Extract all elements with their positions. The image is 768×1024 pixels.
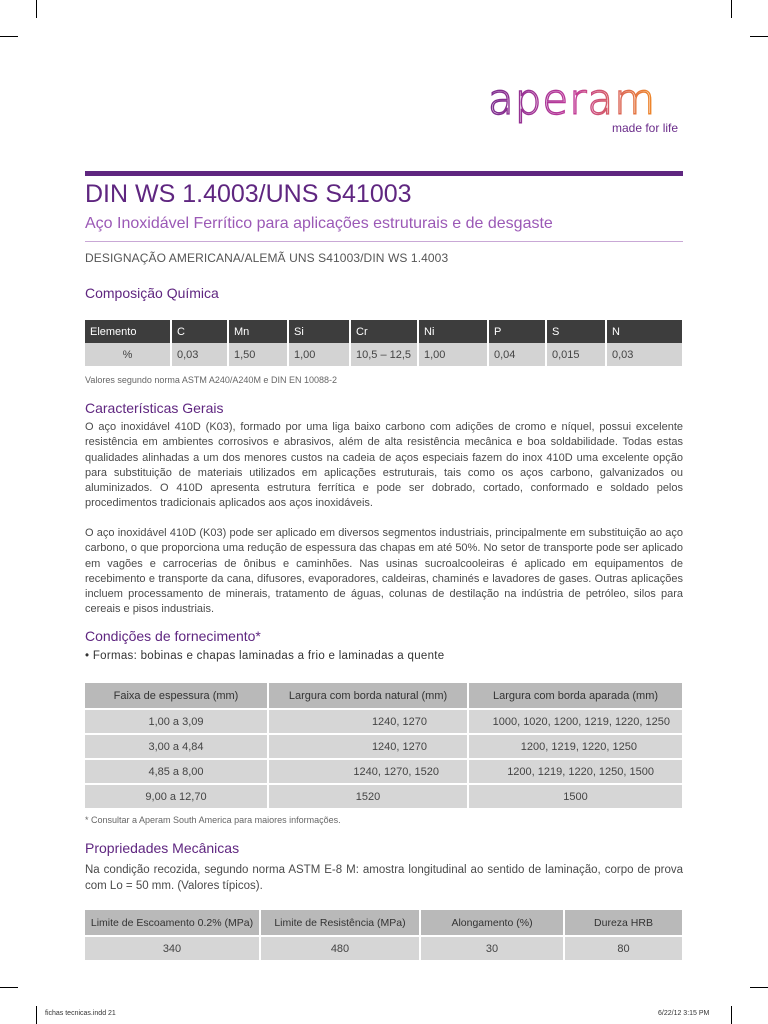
mechanical-table — [85, 910, 684, 960]
composition-note: Valores segundo norma ASTM A240/A240M e DIN EN 10088-2 — [85, 375, 337, 385]
composition-heading: Composição Química — [85, 285, 219, 301]
table-row — [85, 734, 683, 759]
table-cell: 0,04 — [488, 343, 546, 366]
table-header-cell: C — [171, 320, 228, 343]
general-heading: Características Gerais — [85, 400, 224, 416]
table-header-cell: P — [488, 320, 546, 343]
table-header-cell: Cr — [350, 320, 418, 343]
table-row — [85, 759, 683, 784]
general-paragraph-1: O aço inoxidável 410D (K03), formado por uma liga baixo carbono com adições de cromo e níquel, possui excelente resistência em ambientes corrosivos e abrasivos, além de alta resistência mecânica e boa soldabilidade. Todas estas qualidades alinhadas a um dos menores custos na cadeia de aços especiais fazem do inox 410D uma excelente opção para substituição de materiais utilizados em aplicações estruturais, tais como os aços carbono, galvanizados ou aluminizados. O 410D apresenta estrutura ferrítica e pode ser dobrado, cortado, conformado e soldado pelos procedimentos tradicionais aplicados aos aços inoxidáveis. — [85, 421, 683, 510]
page-subtitle: Aço Inoxidável Ferrítico para aplicações estruturais e de desgaste — [85, 215, 553, 232]
table-cell: 480 — [260, 936, 420, 960]
supply-note: * Consultar a Aperam South America para maiores informações. — [85, 815, 341, 825]
table-header-cell: Ni — [418, 320, 488, 343]
crop-mark — [0, 36, 18, 37]
brand-tagline: made for life — [612, 121, 679, 135]
table-cell: 30 — [420, 936, 564, 960]
page-title: DIN WS 1.4003/UNS S41003 — [85, 180, 412, 208]
table-header-cell: Limite de Resistência (MPa) — [260, 910, 420, 936]
crop-mark — [36, 1006, 37, 1024]
table-cell: 1,00 — [418, 343, 488, 366]
table-cell: 0,015 — [546, 343, 606, 366]
title-bar — [85, 171, 683, 176]
table-cell: 340 — [85, 936, 260, 960]
table-cell: 1240, 1270 — [268, 709, 468, 734]
table-header-cell: Faixa de espessura (mm) — [85, 683, 268, 709]
table-cell: 1240, 1270 — [268, 734, 468, 759]
table-cell: 9,00 a 12,70 — [85, 784, 268, 808]
supply-table — [85, 683, 684, 808]
table-row — [85, 936, 683, 960]
table-cell: 80 — [564, 936, 683, 960]
mechanical-text: Na condição recozida, segundo norma ASTM E-8 M: amostra longitudinal ao sentido de laminação, corpo de prova com Lo = 50 mm. (Valores típicos). — [85, 864, 683, 892]
table-cell: 0,03 — [606, 343, 683, 366]
footer-file: fichas tecnicas.indd 21 — [45, 1010, 116, 1017]
general-paragraph-2: O aço inoxidável 410D (K03) pode ser aplicado em diversos segmentos industriais, principalmente em substituição ao aço carbono, o que proporciona uma redução de espessura das chapas em até 50%. No setor de transporte pode ser aplicado em vagões e carrocerias de ônibus e caminhões. Nas usinas sucroalcooleiras é aplicado em equipamentos de recebimento e transporte da cana, difusores, evaporadores, caldeiras, chaminés e lavadores de gases. Outras aplicações incluem processamento de minerais, tratamento de águas, colunas de destilação na indústria de petróleo, silos para cereais e pisos industriais. — [85, 527, 683, 616]
table-row — [85, 343, 683, 366]
crop-mark — [731, 1006, 732, 1024]
table-cell: 4,85 a 8,00 — [85, 759, 268, 784]
table-cell: 0,03 — [171, 343, 228, 366]
crop-mark — [36, 0, 37, 18]
crop-mark — [731, 0, 732, 18]
table-cell: 1000, 1020, 1200, 1219, 1220, 1250 — [468, 709, 683, 734]
table-header-cell: Si — [288, 320, 350, 343]
table-header-cell: Largura com borda natural (mm) — [268, 683, 468, 709]
table-header-cell: Dureza HRB — [564, 910, 683, 936]
supply-bullet: • Formas: bobinas e chapas laminadas a frio e laminadas a quente — [85, 650, 445, 662]
designation: DESIGNAÇÃO AMERICANA/ALEMÃ UNS S41003/DIN WS 1.4003 — [85, 251, 449, 265]
table-cell: 3,00 a 4,84 — [85, 734, 268, 759]
table-cell: % — [85, 343, 171, 366]
table-cell: 1,00 — [288, 343, 350, 366]
table-header-row — [85, 683, 683, 709]
table-cell: 1240, 1270, 1520 — [268, 759, 468, 784]
table-row — [85, 784, 683, 808]
table-header-cell: Elemento — [85, 320, 171, 343]
svg-text:aperam: aperam — [488, 78, 657, 124]
table-cell: 10,5 – 12,5 — [350, 343, 418, 366]
crop-mark — [750, 987, 768, 988]
mechanical-heading: Propriedades Mecânicas — [85, 840, 240, 856]
table-header-cell: Limite de Escoamento 0.2% (MPa) — [85, 910, 260, 936]
table-cell: 1,50 — [228, 343, 288, 366]
crop-mark — [0, 987, 18, 988]
table-header-row — [85, 910, 683, 936]
divider — [85, 241, 683, 242]
table-cell: 1520 — [268, 784, 468, 808]
table-header-cell: Mn — [228, 320, 288, 343]
supply-heading: Condições de fornecimento* — [85, 628, 261, 644]
table-row — [85, 709, 683, 734]
table-cell: 1200, 1219, 1220, 1250 — [468, 734, 683, 759]
table-cell: 1200, 1219, 1220, 1250, 1500 — [468, 759, 683, 784]
table-header-cell: Largura com borda aparada (mm) — [468, 683, 683, 709]
table-header-cell: Alongamento (%) — [420, 910, 564, 936]
table-header-row — [85, 320, 683, 343]
table-cell: 1500 — [468, 784, 683, 808]
footer-date: 6/22/12 3:15 PM — [658, 1010, 710, 1017]
table-cell: 1,00 a 3,09 — [85, 709, 268, 734]
table-header-cell: S — [546, 320, 606, 343]
crop-mark — [750, 36, 768, 37]
table-header-cell: N — [606, 320, 683, 343]
composition-table — [85, 320, 684, 366]
